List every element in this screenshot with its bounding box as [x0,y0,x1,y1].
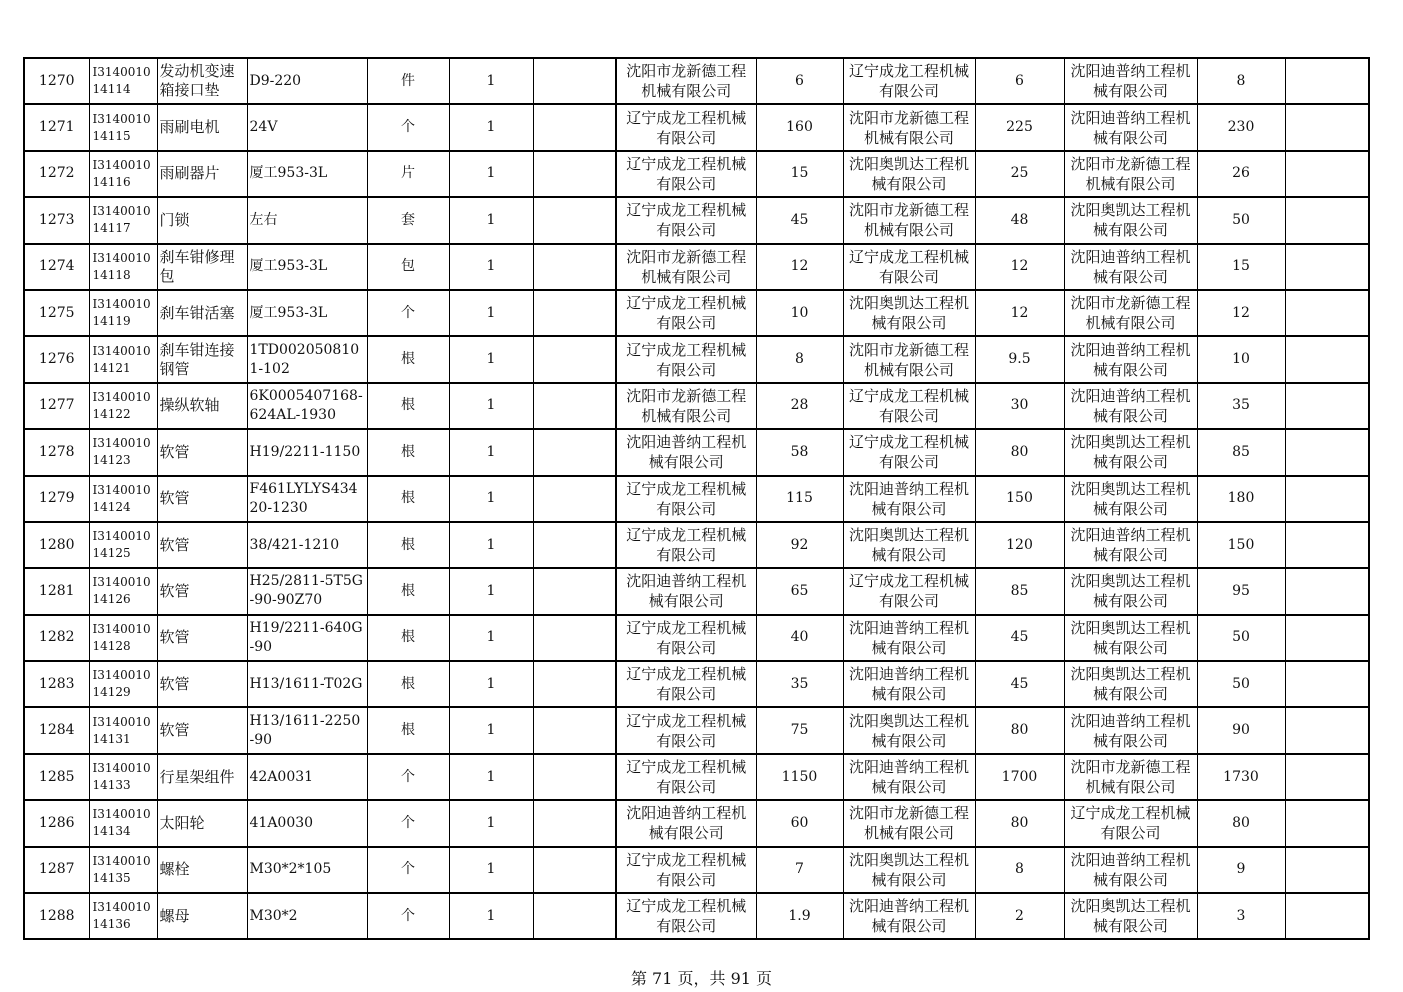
remark [1285,383,1369,429]
item-name: 雨刷电机 [157,104,247,150]
price-3: 50 [1197,615,1285,661]
blank-cell [533,244,616,290]
quantity: 1 [449,707,533,753]
quantity: 1 [449,568,533,614]
price-3: 90 [1197,707,1285,753]
item-name: 软管 [157,661,247,707]
item-name: 软管 [157,522,247,568]
price-2: 85 [975,568,1064,614]
supplier-2: 沈阳迪普纳工程机械有限公司 [843,476,975,522]
remark [1285,800,1369,846]
blank-cell [533,754,616,800]
material-code: I3140010 14118 [89,244,157,290]
supplier-2: 沈阳奥凯达工程机械有限公司 [843,847,975,893]
blank-cell [533,336,616,382]
unit: 套 [367,197,449,243]
item-name: 操纵软轴 [157,383,247,429]
supplier-2: 沈阳迪普纳工程机械有限公司 [843,661,975,707]
item-name: 门锁 [157,197,247,243]
supplier-1: 辽宁成龙工程机械有限公司 [616,151,756,197]
price-1: 35 [756,661,843,707]
price-3: 150 [1197,522,1285,568]
material-code: I3140010 14128 [89,615,157,661]
remark [1285,754,1369,800]
material-code: I3140010 14133 [89,754,157,800]
supplier-3: 辽宁成龙工程机械有限公司 [1064,800,1197,846]
remark [1285,476,1369,522]
item-spec: M30*2 [247,893,367,939]
remark [1285,151,1369,197]
supplier-1: 辽宁成龙工程机械有限公司 [616,290,756,336]
price-2: 225 [975,104,1064,150]
table-row [24,58,1369,104]
remark [1285,661,1369,707]
quantity: 1 [449,429,533,475]
blank-cell [533,568,616,614]
table-row [24,615,1369,661]
quantity: 1 [449,290,533,336]
supplier-1: 沈阳市龙新德工程机械有限公司 [616,58,756,104]
price-1: 60 [756,800,843,846]
blank-cell [533,522,616,568]
supplier-2: 辽宁成龙工程机械有限公司 [843,383,975,429]
row-number: 1285 [24,754,89,800]
table-row [24,429,1369,475]
remark [1285,568,1369,614]
unit: 根 [367,568,449,614]
supplier-3: 沈阳迪普纳工程机械有限公司 [1064,336,1197,382]
supplier-2: 沈阳奥凯达工程机械有限公司 [843,707,975,753]
table-row [24,893,1369,939]
price-1: 40 [756,615,843,661]
blank-cell [533,429,616,475]
supplier-1: 辽宁成龙工程机械有限公司 [616,754,756,800]
price-3: 26 [1197,151,1285,197]
quantity: 1 [449,476,533,522]
item-spec: D9-220 [247,58,367,104]
material-code: I3140010 14125 [89,522,157,568]
item-spec: H13/1611-2250-90 [247,707,367,753]
blank-cell [533,290,616,336]
material-code: I3140010 14134 [89,800,157,846]
unit: 根 [367,707,449,753]
supplier-1: 辽宁成龙工程机械有限公司 [616,522,756,568]
table-row [24,197,1369,243]
remark [1285,336,1369,382]
price-2: 150 [975,476,1064,522]
item-name: 太阳轮 [157,800,247,846]
price-3: 10 [1197,336,1285,382]
quantity: 1 [449,244,533,290]
supplier-3: 沈阳奥凯达工程机械有限公司 [1064,615,1197,661]
supplier-3: 沈阳市龙新德工程机械有限公司 [1064,290,1197,336]
supplier-2: 辽宁成龙工程机械有限公司 [843,429,975,475]
blank-cell [533,476,616,522]
item-spec: 厦工953-3L [247,151,367,197]
price-2: 120 [975,522,1064,568]
price-2: 45 [975,615,1064,661]
quantity: 1 [449,336,533,382]
item-name: 软管 [157,707,247,753]
supplier-1: 辽宁成龙工程机械有限公司 [616,847,756,893]
table-row [24,707,1369,753]
item-name: 软管 [157,476,247,522]
row-number: 1287 [24,847,89,893]
material-code: I3140010 14116 [89,151,157,197]
price-3: 230 [1197,104,1285,150]
remark [1285,893,1369,939]
quantity: 1 [449,893,533,939]
item-spec: 38/421-1210 [247,522,367,568]
price-table [23,57,1370,940]
unit: 根 [367,476,449,522]
price-3: 8 [1197,58,1285,104]
item-name: 软管 [157,568,247,614]
price-3: 95 [1197,568,1285,614]
row-number: 1282 [24,615,89,661]
supplier-3: 沈阳迪普纳工程机械有限公司 [1064,244,1197,290]
supplier-2: 沈阳迪普纳工程机械有限公司 [843,893,975,939]
price-2: 1700 [975,754,1064,800]
supplier-3: 沈阳迪普纳工程机械有限公司 [1064,383,1197,429]
item-name: 刹车钳活塞 [157,290,247,336]
row-number: 1270 [24,58,89,104]
item-name: 螺母 [157,893,247,939]
row-number: 1283 [24,661,89,707]
supplier-2: 沈阳市龙新德工程机械有限公司 [843,800,975,846]
row-number: 1277 [24,383,89,429]
blank-cell [533,893,616,939]
price-2: 12 [975,244,1064,290]
price-2: 2 [975,893,1064,939]
row-number: 1280 [24,522,89,568]
unit: 根 [367,661,449,707]
price-2: 9.5 [975,336,1064,382]
price-1: 115 [756,476,843,522]
quantity: 1 [449,104,533,150]
price-1: 28 [756,383,843,429]
material-code: I3140010 14131 [89,707,157,753]
quantity: 1 [449,615,533,661]
item-spec: 41A0030 [247,800,367,846]
table-row [24,151,1369,197]
blank-cell [533,58,616,104]
supplier-1: 辽宁成龙工程机械有限公司 [616,336,756,382]
supplier-3: 沈阳奥凯达工程机械有限公司 [1064,661,1197,707]
row-number: 1286 [24,800,89,846]
row-number: 1275 [24,290,89,336]
unit: 根 [367,615,449,661]
material-code: I3140010 14124 [89,476,157,522]
material-code: I3140010 14129 [89,661,157,707]
price-2: 25 [975,151,1064,197]
price-1: 1150 [756,754,843,800]
item-name: 雨刷器片 [157,151,247,197]
supplier-3: 沈阳迪普纳工程机械有限公司 [1064,104,1197,150]
item-spec: F461LYLYS43420-1230 [247,476,367,522]
price-3: 85 [1197,429,1285,475]
price-1: 12 [756,244,843,290]
supplier-1: 辽宁成龙工程机械有限公司 [616,197,756,243]
supplier-3: 沈阳迪普纳工程机械有限公司 [1064,707,1197,753]
blank-cell [533,383,616,429]
price-1: 65 [756,568,843,614]
quantity: 1 [449,800,533,846]
item-spec: H25/2811-5T5G-90-90Z70 [247,568,367,614]
unit: 根 [367,522,449,568]
material-code: I3140010 14126 [89,568,157,614]
price-1: 7 [756,847,843,893]
table-row [24,754,1369,800]
material-code: I3140010 14117 [89,197,157,243]
item-name: 螺栓 [157,847,247,893]
remark [1285,197,1369,243]
price-3: 1730 [1197,754,1285,800]
table-row [24,104,1369,150]
quantity: 1 [449,847,533,893]
remark [1285,847,1369,893]
supplier-1: 沈阳迪普纳工程机械有限公司 [616,800,756,846]
supplier-3: 沈阳市龙新德工程机械有限公司 [1064,754,1197,800]
supplier-1: 沈阳迪普纳工程机械有限公司 [616,568,756,614]
supplier-1: 辽宁成龙工程机械有限公司 [616,104,756,150]
price-1: 6 [756,58,843,104]
price-2: 12 [975,290,1064,336]
item-name: 发动机变速箱接口垫 [157,58,247,104]
price-3: 12 [1197,290,1285,336]
price-1: 160 [756,104,843,150]
row-number: 1271 [24,104,89,150]
row-number: 1273 [24,197,89,243]
material-code: I3140010 14123 [89,429,157,475]
blank-cell [533,847,616,893]
remark [1285,104,1369,150]
supplier-3: 沈阳奥凯达工程机械有限公司 [1064,476,1197,522]
price-2: 8 [975,847,1064,893]
supplier-2: 沈阳迪普纳工程机械有限公司 [843,754,975,800]
price-1: 1.9 [756,893,843,939]
item-spec: H13/1611-T02G [247,661,367,707]
supplier-2: 沈阳奥凯达工程机械有限公司 [843,151,975,197]
price-3: 180 [1197,476,1285,522]
price-2: 80 [975,800,1064,846]
material-code: I3140010 14115 [89,104,157,150]
table-row [24,383,1369,429]
unit: 根 [367,429,449,475]
supplier-3: 沈阳迪普纳工程机械有限公司 [1064,522,1197,568]
supplier-2: 辽宁成龙工程机械有限公司 [843,568,975,614]
quantity: 1 [449,522,533,568]
supplier-2: 沈阳市龙新德工程机械有限公司 [843,197,975,243]
table-row [24,847,1369,893]
quantity: 1 [449,661,533,707]
price-1: 58 [756,429,843,475]
supplier-3: 沈阳奥凯达工程机械有限公司 [1064,429,1197,475]
price-1: 10 [756,290,843,336]
item-name: 行星架组件 [157,754,247,800]
price-3: 3 [1197,893,1285,939]
supplier-3: 沈阳奥凯达工程机械有限公司 [1064,893,1197,939]
unit: 个 [367,104,449,150]
row-number: 1274 [24,244,89,290]
remark [1285,522,1369,568]
price-2: 80 [975,707,1064,753]
item-name: 软管 [157,429,247,475]
unit: 个 [367,290,449,336]
item-spec: H19/2211-1150 [247,429,367,475]
table-row [24,522,1369,568]
supplier-3: 沈阳迪普纳工程机械有限公司 [1064,58,1197,104]
supplier-1: 辽宁成龙工程机械有限公司 [616,893,756,939]
supplier-2: 沈阳迪普纳工程机械有限公司 [843,615,975,661]
blank-cell [533,661,616,707]
supplier-1: 沈阳迪普纳工程机械有限公司 [616,429,756,475]
unit: 个 [367,754,449,800]
remark [1285,290,1369,336]
unit: 根 [367,383,449,429]
price-1: 15 [756,151,843,197]
row-number: 1278 [24,429,89,475]
price-1: 92 [756,522,843,568]
price-3: 35 [1197,383,1285,429]
table-row [24,244,1369,290]
supplier-2: 沈阳奥凯达工程机械有限公司 [843,290,975,336]
supplier-2: 沈阳市龙新德工程机械有限公司 [843,336,975,382]
table-row [24,476,1369,522]
supplier-2: 沈阳奥凯达工程机械有限公司 [843,522,975,568]
row-number: 1281 [24,568,89,614]
unit: 件 [367,58,449,104]
table-row [24,568,1369,614]
item-spec: 1TD0020508101-102 [247,336,367,382]
unit: 个 [367,893,449,939]
table-row [24,290,1369,336]
blank-cell [533,104,616,150]
unit: 个 [367,800,449,846]
price-3: 50 [1197,197,1285,243]
item-spec: 左右 [247,197,367,243]
table-row [24,336,1369,382]
item-name: 刹车钳修理包 [157,244,247,290]
supplier-1: 沈阳市龙新德工程机械有限公司 [616,383,756,429]
material-code: I3140010 14122 [89,383,157,429]
material-code: I3140010 14121 [89,336,157,382]
page-number: 第 71 页，共 91 页 [630,969,773,988]
supplier-2: 辽宁成龙工程机械有限公司 [843,58,975,104]
price-1: 8 [756,336,843,382]
unit: 片 [367,151,449,197]
price-1: 45 [756,197,843,243]
unit: 根 [367,336,449,382]
row-number: 1272 [24,151,89,197]
row-number: 1288 [24,893,89,939]
supplier-1: 辽宁成龙工程机械有限公司 [616,615,756,661]
price-1: 75 [756,707,843,753]
unit: 个 [367,847,449,893]
blank-cell [533,151,616,197]
material-code: I3140010 14119 [89,290,157,336]
table-row [24,661,1369,707]
item-name: 软管 [157,615,247,661]
material-code: I3140010 14135 [89,847,157,893]
supplier-1: 辽宁成龙工程机械有限公司 [616,476,756,522]
row-number: 1276 [24,336,89,382]
blank-cell [533,800,616,846]
price-2: 80 [975,429,1064,475]
remark [1285,58,1369,104]
material-code: I3140010 14136 [89,893,157,939]
quantity: 1 [449,754,533,800]
blank-cell [533,707,616,753]
price-2: 30 [975,383,1064,429]
item-spec: H19/2211-640G-90 [247,615,367,661]
blank-cell [533,615,616,661]
supplier-3: 沈阳奥凯达工程机械有限公司 [1064,568,1197,614]
item-spec: 6K0005407168-624AL-1930 [247,383,367,429]
material-code: I3140010 14114 [89,58,157,104]
quantity: 1 [449,58,533,104]
quantity: 1 [449,383,533,429]
supplier-1: 辽宁成龙工程机械有限公司 [616,661,756,707]
item-spec: 厦工953-3L [247,290,367,336]
item-spec: 厦工953-3L [247,244,367,290]
table-row [24,800,1369,846]
supplier-1: 沈阳市龙新德工程机械有限公司 [616,244,756,290]
item-spec: M30*2*105 [247,847,367,893]
blank-cell [533,197,616,243]
price-2: 6 [975,58,1064,104]
remark [1285,429,1369,475]
supplier-2: 辽宁成龙工程机械有限公司 [843,244,975,290]
price-2: 45 [975,661,1064,707]
price-2: 48 [975,197,1064,243]
price-3: 50 [1197,661,1285,707]
supplier-3: 沈阳迪普纳工程机械有限公司 [1064,847,1197,893]
supplier-2: 沈阳市龙新德工程机械有限公司 [843,104,975,150]
quantity: 1 [449,151,533,197]
item-spec: 42A0031 [247,754,367,800]
price-3: 80 [1197,800,1285,846]
row-number: 1279 [24,476,89,522]
price-3: 9 [1197,847,1285,893]
price-3: 15 [1197,244,1285,290]
unit: 包 [367,244,449,290]
item-spec: 24V [247,104,367,150]
row-number: 1284 [24,707,89,753]
item-name: 刹车钳连接钢管 [157,336,247,382]
supplier-3: 沈阳市龙新德工程机械有限公司 [1064,151,1197,197]
quantity: 1 [449,197,533,243]
supplier-3: 沈阳奥凯达工程机械有限公司 [1064,197,1197,243]
remark [1285,707,1369,753]
supplier-1: 辽宁成龙工程机械有限公司 [616,707,756,753]
remark [1285,244,1369,290]
remark [1285,615,1369,661]
